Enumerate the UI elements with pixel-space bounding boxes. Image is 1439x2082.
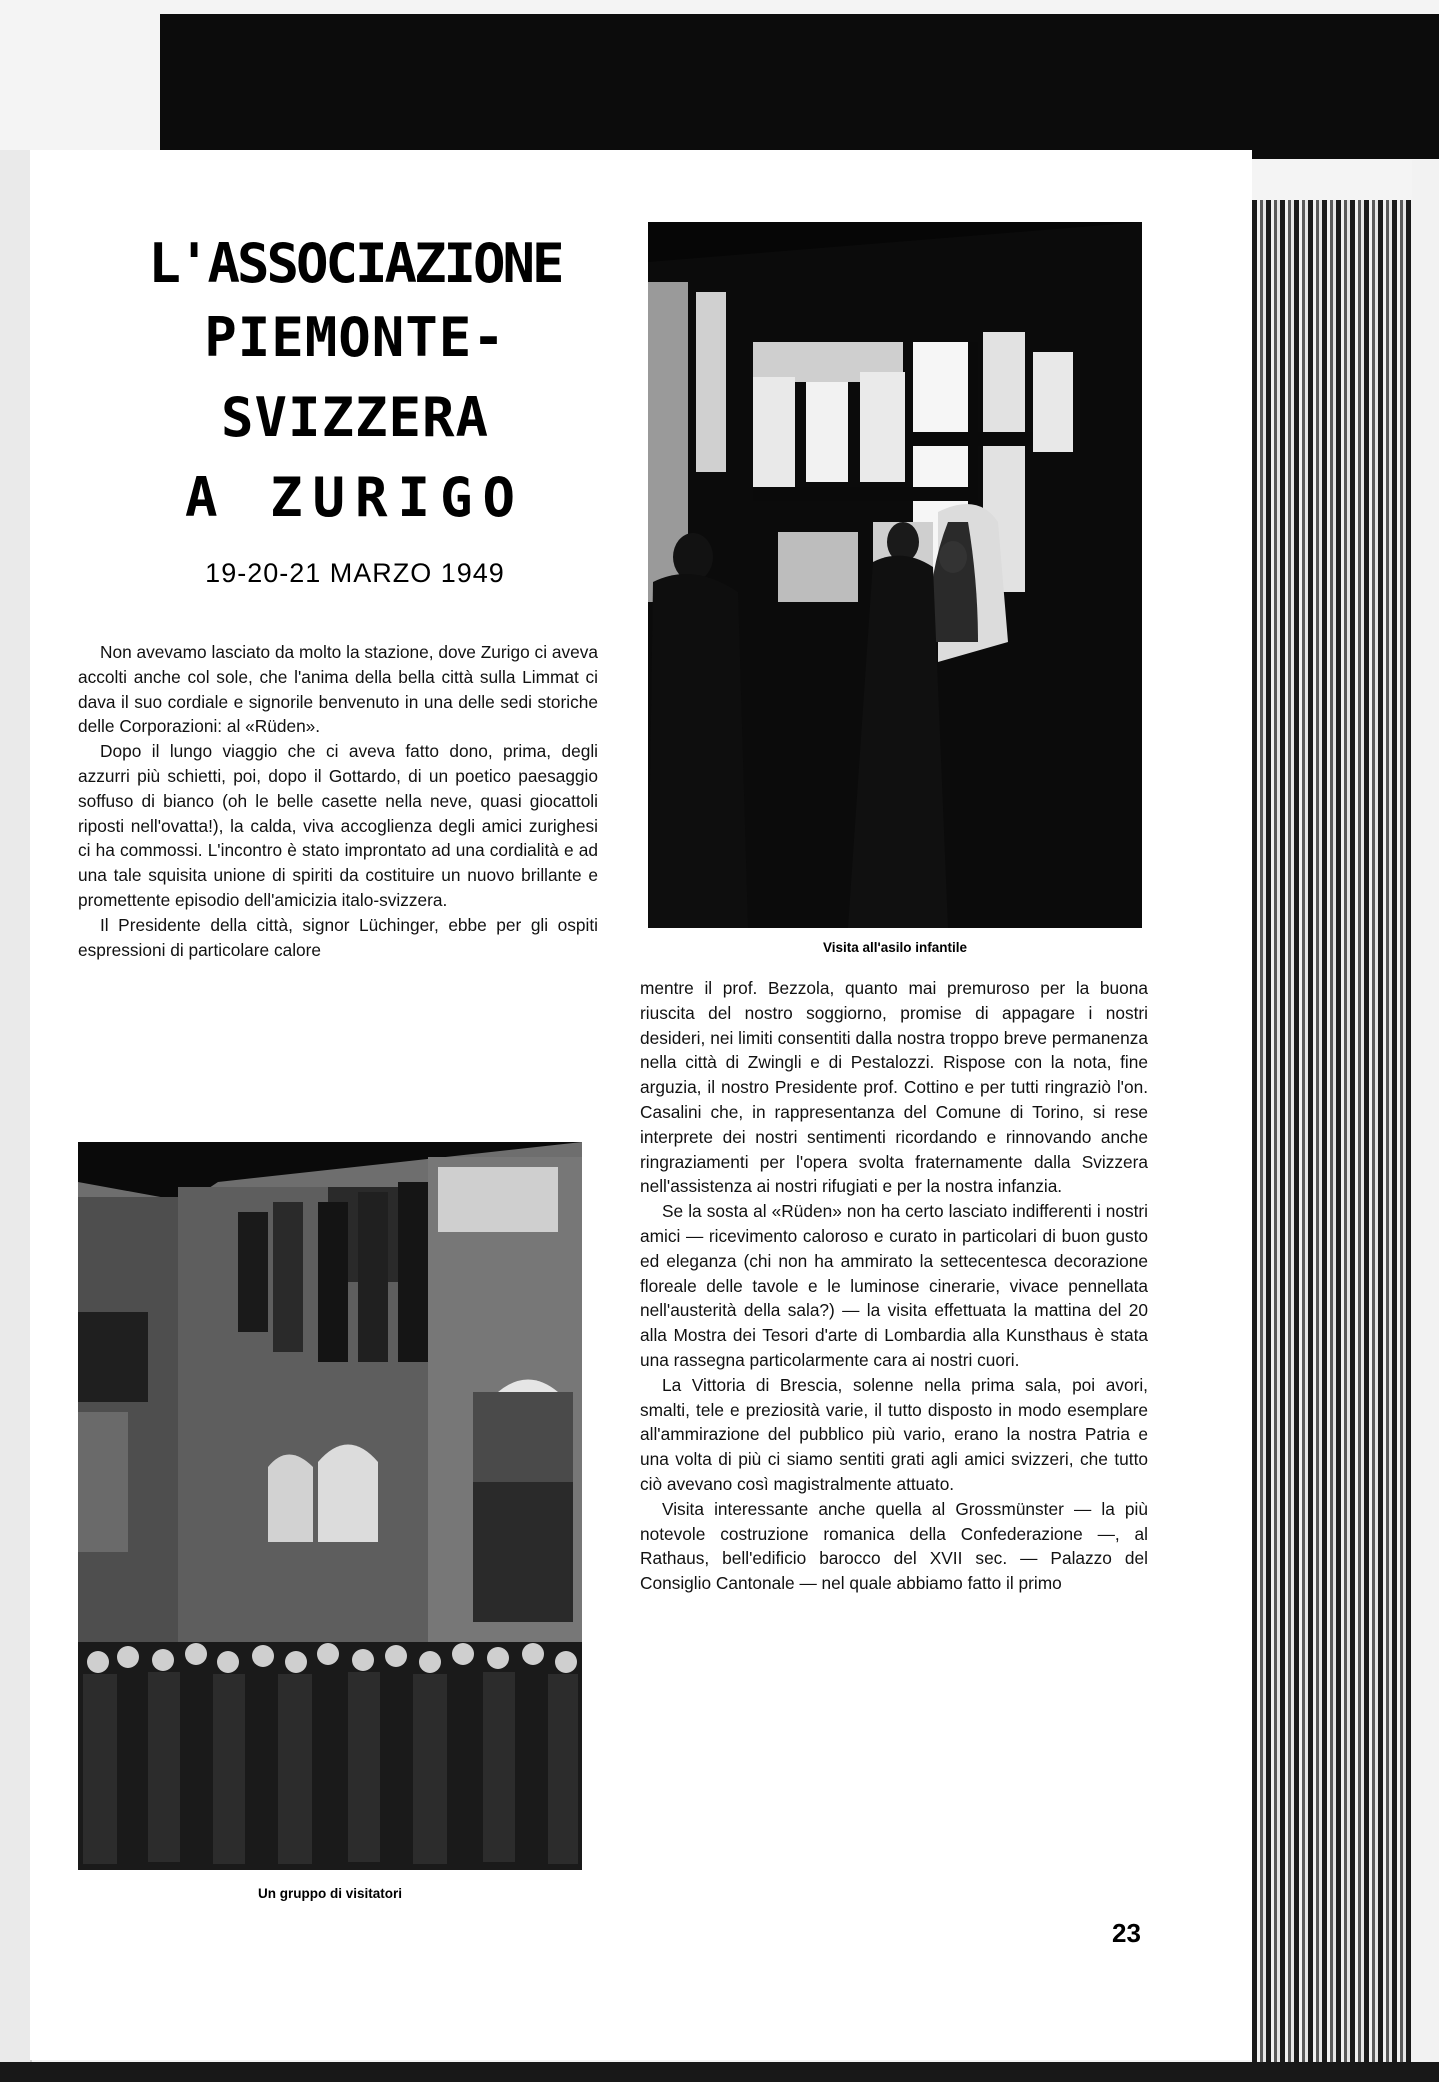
photo-caption: Un gruppo di visitatori (258, 1886, 402, 1901)
scan-bottom-edge (0, 2062, 1439, 2082)
photo-kindergarten-image (648, 222, 1142, 928)
paragraph: Non avevamo lasciato da molto la stazione, dove Zurigo ci aveva accolti anche col sole, che l'anima della bella città sulla Limmat ci dava il suo cordiale e signorile benvenuto in una delle sedi storiche delle Corporazioni: al «Rüden». (78, 642, 598, 737)
article-column-right (640, 976, 1148, 1596)
title-line-2: PIEMONTE-SVIZZERA (204, 306, 506, 449)
page-stack-edge (1252, 200, 1412, 2080)
article-title (110, 230, 600, 608)
paragraph: La Vittoria di Brescia, solenne nella prima sala, poi avori, smalti, tele e preziosità varie, il tutto disposto in modo esemplare all'ammirazione del pubblico più vario, erano la nostra Patria e una volta di più ci siamo sentiti grati agli amici svizzeri, che tutto ciò avevano così magistralmente attuato. (640, 1374, 1148, 1494)
title-line-3: A ZURIGO (184, 466, 526, 529)
title-line-1: L'ASSOCIAZIONE (148, 232, 562, 295)
scan-dark-band (160, 14, 1439, 159)
photo-kindergarten-visit (648, 222, 1142, 928)
paragraph: Il Presidente della città, signor Lüchinger, ebbe per gli ospiti espressioni di particolare calore (78, 914, 598, 960)
page-number: 23 (1112, 1918, 1141, 1948)
photo-caption: Visita all'asilo infantile (822, 940, 967, 955)
event-date: 19-20-21 MARZO 1949 (205, 558, 505, 588)
photo-visitors-image (78, 1142, 582, 1870)
scan-right-margin (1412, 160, 1439, 2082)
paragraph: mentre il prof. Bezzola, quanto mai premuroso per la buona riuscita del nostro soggiorno, promise di appagare i nostri desideri, nei limiti consentiti dalla nostra troppo breve permanenza nella città di Zwingli e di Pestalozzi. Rispose con la nota, fine arguzia, il nostro Presidente prof. Cottino e per tutti ringraziò l'on. Casalini che, in rappresentanza del Comune di Torino, si rese interprete dei nostri sentimenti ricordando e rinnovando anche ringraziamenti per l'opera svolta fraternamente dalla Svizzera nell'assistenza ai nostri rifugiati e per la nostra infanzia. (640, 978, 1148, 1197)
article-column-left (78, 640, 598, 962)
paragraph: Dopo il lungo viaggio che ci aveva fatto dono, prima, degli azzurri più schietti, poi, dopo il Gottardo, di un poetico paesaggio soffuso di bianco (oh le belle casette nella neve, quasi giocattoli riposti nell'ovatta!), la calda, viva accoglienza degli amici zurighesi ci ha commossi. L'incontro è stato improntato ad una cordialità e ad una tale squisita unione di spiriti da costituire un nuovo brillante e promettente episodio dell'amicizia italo-svizzera. (78, 741, 598, 910)
photo-group-of-visitors (78, 1142, 582, 1870)
paragraph: Se la sosta al «Rüden» non ha certo lasciato indifferenti i nostri amici — ricevimento caloroso e curato in particolari di buon gusto ed eleganza (chi non ha ammirato la settecentesca decorazione floreale delle tavole e le luminose cinerarie, vivace pennellata nell'austerità della sala?) — la visita effettuata la mattina del 20 alla Mostra dei Tesori d'arte di Lombardia alla Kunsthaus è stata una rassegna particolarmente cara ai nostri cuori. (640, 1201, 1148, 1370)
scan-left-edge (0, 150, 32, 2082)
paragraph: Visita interessante anche quella al Grossmünster — la più notevole costruzione romanica della Confederazione —, al Rathaus, bell'edificio barocco del XVII sec. — Palazzo del Consiglio Cantonale — nel quale abbiamo fatto il primo (640, 1498, 1148, 1594)
